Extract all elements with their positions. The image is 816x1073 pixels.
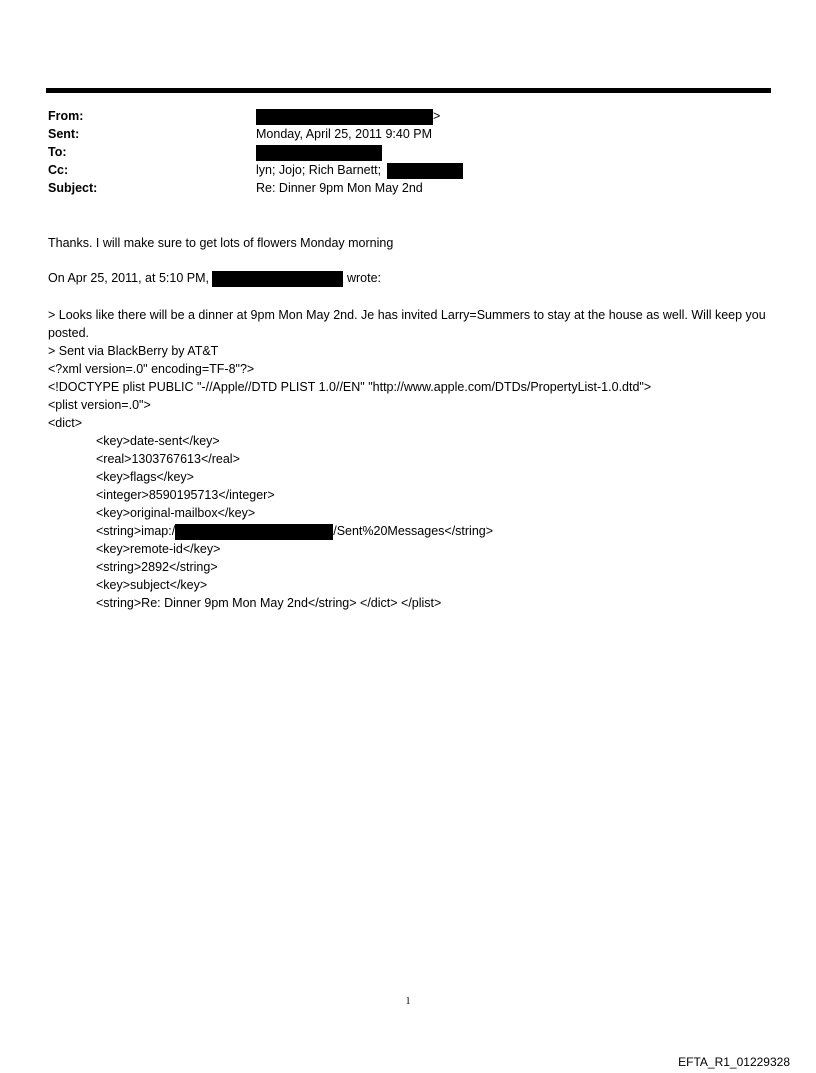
- plist-line: <key>date-sent</key>: [96, 434, 220, 448]
- page-number: 1: [405, 996, 411, 1007]
- cc-value: [256, 161, 463, 179]
- from-value: [256, 107, 440, 125]
- plist-line-mailbox: [96, 522, 493, 540]
- subject-label: Subject:: [48, 181, 98, 195]
- subject-value: Re: Dinner 9pm Mon May 2nd: [256, 181, 423, 195]
- from-label: From:: [48, 109, 84, 123]
- redaction-from: [256, 109, 433, 125]
- dict-open: <dict>: [48, 416, 83, 430]
- to-label: To:: [48, 145, 67, 159]
- quote-intro-prefix: On Apr 25, 2011, at 5:10 PM,: [48, 271, 209, 285]
- redaction-mailbox: [175, 524, 333, 540]
- doctype-line: <!DOCTYPE plist PUBLIC "-//Apple//DTD PLIST 1.0//EN" "http://www.apple.com/DTDs/PropertyList-1.0.dtd">: [48, 380, 652, 394]
- quote-intro-suffix: wrote:: [346, 271, 381, 285]
- reply-text: Thanks. I will make sure to get lots of flowers Monday morning: [48, 236, 394, 250]
- mailbox-suffix: /Sent%20Messages</string>: [333, 524, 494, 538]
- xml-declaration: <?xml version=.0" encoding=TF-8"?>: [48, 362, 255, 376]
- plist-line: <key>flags</key>: [96, 470, 194, 484]
- plist-line: <string>2892</string>: [96, 560, 218, 574]
- from-suffix: >: [433, 109, 441, 123]
- header-rule: [46, 88, 771, 93]
- plist-line: <string>Re: Dinner 9pm Mon May 2nd</string> </dict> </plist>: [96, 596, 442, 610]
- redaction-sender: [212, 271, 343, 287]
- plist-line: <key>subject</key>: [96, 578, 208, 592]
- sent-label: Sent:: [48, 127, 80, 141]
- sent-value: Monday, April 25, 2011 9:40 PM: [256, 127, 433, 141]
- plist-line: <real>1303767613</real>: [96, 452, 240, 466]
- plist-open: <plist version=.0">: [48, 398, 151, 412]
- plist-line: <key>remote-id</key>: [96, 542, 221, 556]
- cc-names: lyn; Jojo; Rich Barnett;: [256, 163, 382, 177]
- quote-intro: [48, 269, 381, 287]
- quote-line-2: > Sent via BlackBerry by AT&T: [48, 344, 219, 358]
- quote-line-1: > Looks like there will be a dinner at 9pm Mon May 2nd. Je has invited Larry=Summers to stay at the house as well. Will keep you posted.: [48, 308, 766, 340]
- plist-line: <integer>8590195713</integer>: [96, 488, 275, 502]
- redaction-cc: [387, 163, 463, 179]
- redaction-to: [256, 145, 382, 161]
- to-value: [256, 143, 382, 161]
- cc-label: Cc:: [48, 163, 69, 177]
- document-id: EFTA_R1_01229328: [678, 1055, 790, 1069]
- plist-line: <key>original-mailbox</key>: [96, 506, 256, 520]
- mailbox-prefix: <string>imap:/: [96, 524, 176, 538]
